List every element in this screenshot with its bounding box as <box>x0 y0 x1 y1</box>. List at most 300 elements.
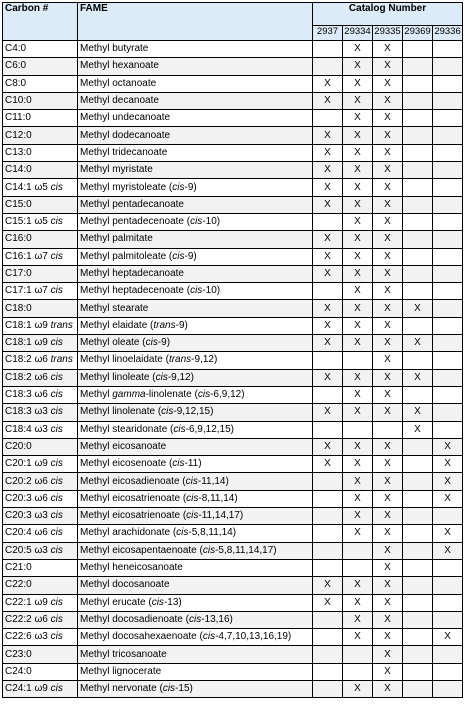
catalog-mark-cell <box>433 611 463 628</box>
text-segment: trans <box>168 354 192 366</box>
fame-name-cell <box>78 577 313 594</box>
catalog-mark-cell: X <box>313 92 343 109</box>
catalog-mark-cell: X <box>313 231 343 248</box>
text-segment: cis <box>50 250 63 262</box>
catalog-mark-cell <box>403 265 433 282</box>
carbon-number-cell <box>3 629 78 646</box>
text-segment: Methyl decanoate <box>80 95 159 107</box>
catalog-mark-cell <box>433 404 463 421</box>
catalog-mark-cell: X <box>373 646 403 663</box>
text-segment: cis <box>50 613 63 625</box>
text-segment: C16:0 <box>5 233 32 245</box>
fame-name-cell <box>78 352 313 369</box>
catalog-mark-cell <box>433 335 463 352</box>
fame-name-cell <box>78 283 313 300</box>
catalog-mark-cell: X <box>433 456 463 473</box>
fame-name-cell <box>78 162 313 179</box>
text-segment: C15:0 <box>5 198 32 210</box>
catalog-mark-cell <box>313 110 343 127</box>
catalog-mark-cell: X <box>343 456 373 473</box>
catalog-mark-cell: X <box>313 144 343 161</box>
text-segment: Methyl palmitoleate ( <box>80 250 173 262</box>
text-segment: C17:0 <box>5 268 32 279</box>
carbon-number-cell <box>3 386 78 403</box>
catalog-mark-cell <box>403 231 433 248</box>
text-segment: -9,12) <box>191 354 218 366</box>
carbon-number-cell <box>3 283 78 300</box>
catalog-mark-cell: X <box>373 438 403 455</box>
catalog-mark-cell: X <box>373 248 403 265</box>
carbon-number-cell <box>3 594 78 611</box>
catalog-mark-cell: X <box>343 300 373 317</box>
table-row <box>3 75 463 92</box>
text-segment: -11,14) <box>197 475 229 487</box>
catalog-mark-cell: X <box>373 75 403 92</box>
catalog-mark-cell: X <box>343 196 373 213</box>
catalog-mark-cell <box>433 663 463 680</box>
catalog-mark-cell: X <box>373 335 403 352</box>
text-segment: Methyl tridecanoate <box>80 146 168 158</box>
carbon-number-cell <box>3 352 78 369</box>
text-segment: cis <box>188 613 202 625</box>
catalog-mark-cell: X <box>343 611 373 628</box>
text-segment: C23:0 <box>5 648 32 660</box>
text-segment: cis <box>145 337 158 349</box>
catalog-mark-cell <box>403 525 433 542</box>
text-segment: -13) <box>163 596 182 608</box>
catalog-mark-cell: X <box>313 162 343 179</box>
text-segment: cis <box>190 285 203 297</box>
catalog-mark-cell: X <box>373 110 403 127</box>
catalog-mark-cell: X <box>343 577 373 594</box>
catalog-mark-cell: X <box>373 179 403 196</box>
text-segment: -9,12,15) <box>173 406 214 418</box>
fame-name-cell <box>78 680 313 697</box>
fame-name-cell <box>78 300 313 317</box>
fame-name-cell <box>78 663 313 680</box>
carbon-number-cell <box>3 369 78 386</box>
fame-name-cell <box>78 92 313 109</box>
table-row <box>3 162 463 179</box>
text-segment: Methyl <box>80 389 113 401</box>
fame-catalog-table <box>2 2 463 698</box>
catalog-mark-cell: X <box>373 369 403 386</box>
catalog-mark-cell <box>373 421 403 438</box>
text-segment: C11:0 <box>5 112 31 124</box>
catalog-mark-cell: X <box>313 438 343 455</box>
catalog-mark-cell: X <box>373 196 403 213</box>
catalog-mark-cell: X <box>373 542 403 559</box>
text-segment: Methyl eicosatrienoate ( <box>80 492 187 504</box>
carbon-number-cell <box>3 231 78 248</box>
catalog-mark-cell: X <box>343 248 373 265</box>
text-segment: C20:2 ω6 <box>5 475 51 487</box>
catalog-mark-cell: X <box>403 300 433 317</box>
text-segment: -15) <box>175 683 193 695</box>
catalog-mark-cell <box>433 508 463 525</box>
fame-name-cell <box>78 594 313 611</box>
text-segment: cis <box>161 406 174 418</box>
catalog-mark-cell <box>403 577 433 594</box>
catalog-mark-cell <box>433 144 463 161</box>
catalog-mark-cell: X <box>433 629 463 646</box>
catalog-mark-cell <box>433 196 463 213</box>
text-segment: Methyl eicosenoate ( <box>80 458 173 470</box>
table-row <box>3 646 463 663</box>
catalog-mark-cell: X <box>373 629 403 646</box>
text-segment: Methyl lignocerate <box>80 665 162 677</box>
fame-name-cell <box>78 386 313 403</box>
catalog-mark-cell <box>313 490 343 507</box>
text-segment: C21:0 <box>5 562 32 574</box>
carbon-number-cell <box>3 41 78 58</box>
text-segment: -6,9,12) <box>210 389 245 401</box>
catalog-mark-cell <box>313 629 343 646</box>
carbon-number-cell <box>3 248 78 265</box>
text-segment: cis <box>50 683 63 695</box>
catalog-mark-cell: X <box>343 594 373 611</box>
table-row <box>3 629 463 646</box>
text-segment: cis <box>155 371 168 383</box>
catalog-mark-cell <box>433 127 463 144</box>
catalog-mark-cell: X <box>313 456 343 473</box>
text-segment: cis <box>50 285 63 297</box>
text-segment: Methyl linolenate ( <box>80 406 162 418</box>
catalog-mark-cell <box>433 317 463 334</box>
fame-name-cell <box>78 231 313 248</box>
catalog-mark-cell <box>343 646 373 663</box>
fame-name-cell <box>78 490 313 507</box>
header-carbon-number: Carbon # <box>3 3 78 41</box>
text-segment: C22:6 ω3 <box>5 631 51 643</box>
text-segment: C20:1 ω9 <box>5 458 51 470</box>
text-segment: Methyl myristoleate ( <box>80 181 173 193</box>
text-segment: Methyl butyrate <box>80 43 149 55</box>
catalog-mark-cell: X <box>343 438 373 455</box>
catalog-mark-cell: X <box>313 248 343 265</box>
catalog-mark-cell <box>403 438 433 455</box>
catalog-mark-cell <box>433 248 463 265</box>
catalog-number-header: 29335 <box>373 26 403 41</box>
fame-name-cell <box>78 213 313 230</box>
catalog-mark-cell: X <box>373 127 403 144</box>
table-row <box>3 144 463 161</box>
catalog-mark-cell <box>433 300 463 317</box>
text-segment: C18:3 ω3 <box>5 406 51 418</box>
catalog-mark-cell <box>403 162 433 179</box>
text-segment: C14:0 <box>5 164 32 176</box>
carbon-number-cell <box>3 92 78 109</box>
text-segment: Methyl nervonate ( <box>80 683 163 695</box>
text-segment: Methyl heptadecanoate <box>80 268 184 279</box>
catalog-mark-cell: X <box>433 525 463 542</box>
table-row <box>3 404 463 421</box>
text-segment: C18:2 ω6 <box>5 354 51 366</box>
catalog-number-header: 2937 <box>313 26 343 41</box>
text-segment: cis <box>50 510 63 522</box>
catalog-mark-cell <box>433 559 463 576</box>
carbon-number-cell <box>3 317 78 334</box>
text-segment: Methyl erucate ( <box>80 596 152 608</box>
catalog-mark-cell: X <box>343 127 373 144</box>
table-row <box>3 663 463 680</box>
table-row <box>3 473 463 490</box>
catalog-mark-cell: X <box>373 456 403 473</box>
catalog-mark-cell: X <box>373 663 403 680</box>
catalog-mark-cell: X <box>403 335 433 352</box>
text-segment: C22:1 ω9 <box>5 596 51 608</box>
fame-name-cell <box>78 265 313 282</box>
catalog-number-header: 29336 <box>433 26 463 41</box>
catalog-mark-cell: X <box>373 594 403 611</box>
table-row <box>3 41 463 58</box>
fame-name-cell <box>78 646 313 663</box>
catalog-mark-cell: X <box>343 525 373 542</box>
text-segment: -9) <box>157 337 171 349</box>
carbon-number-cell <box>3 525 78 542</box>
catalog-mark-cell <box>403 75 433 92</box>
catalog-mark-cell: X <box>373 559 403 576</box>
catalog-mark-cell <box>403 508 433 525</box>
fame-name-cell <box>78 508 313 525</box>
catalog-mark-cell: X <box>373 283 403 300</box>
catalog-mark-cell: X <box>343 41 373 58</box>
catalog-mark-cell: X <box>343 317 373 334</box>
catalog-mark-cell: X <box>343 213 373 230</box>
catalog-mark-cell: X <box>313 577 343 594</box>
table-body <box>3 41 463 698</box>
carbon-number-cell <box>3 421 78 438</box>
table-row <box>3 300 463 317</box>
text-segment: C18:3 ω6 <box>5 389 51 401</box>
text-segment: cis <box>172 181 185 193</box>
catalog-mark-cell: X <box>373 300 403 317</box>
carbon-number-cell <box>3 404 78 421</box>
fame-name-cell <box>78 542 313 559</box>
carbon-number-cell <box>3 663 78 680</box>
header-fame: FAME <box>78 3 313 41</box>
text-segment: -linolenate ( <box>145 389 198 401</box>
text-segment: cis <box>50 216 63 228</box>
catalog-mark-cell: X <box>373 58 403 75</box>
catalog-mark-cell <box>433 577 463 594</box>
catalog-mark-cell <box>403 352 433 369</box>
carbon-number-cell <box>3 611 78 628</box>
catalog-mark-cell <box>433 594 463 611</box>
text-segment: Methyl oleate ( <box>80 337 146 349</box>
catalog-mark-cell <box>433 162 463 179</box>
header-catalog-number: Catalog Number <box>313 3 463 26</box>
table-row <box>3 456 463 473</box>
fame-name-cell <box>78 335 313 352</box>
catalog-mark-cell <box>403 594 433 611</box>
text-segment: -5,8,11,14,17) <box>215 544 277 556</box>
catalog-mark-cell: X <box>343 508 373 525</box>
catalog-mark-cell: X <box>313 196 343 213</box>
text-segment: cis <box>185 475 198 487</box>
catalog-mark-cell <box>313 213 343 230</box>
catalog-mark-cell <box>343 352 373 369</box>
text-segment: Methyl eicosatrienoate ( <box>80 510 187 522</box>
table-row <box>3 352 463 369</box>
text-segment: C4:0 <box>5 43 27 55</box>
text-segment: C13:0 <box>5 146 32 158</box>
table-row <box>3 594 463 611</box>
catalog-mark-cell: X <box>343 92 373 109</box>
carbon-number-cell <box>3 75 78 92</box>
table-row <box>3 559 463 576</box>
catalog-mark-cell <box>403 559 433 576</box>
fame-name-cell <box>78 196 313 213</box>
catalog-mark-cell: X <box>373 386 403 403</box>
text-segment: -9) <box>175 319 188 331</box>
text-segment: cis <box>202 544 216 556</box>
catalog-mark-cell <box>403 127 433 144</box>
catalog-mark-cell: X <box>433 473 463 490</box>
catalog-mark-cell: X <box>373 317 403 334</box>
catalog-mark-cell: X <box>403 421 433 438</box>
catalog-mark-cell <box>403 680 433 697</box>
catalog-mark-cell <box>433 92 463 109</box>
text-segment: cis <box>50 337 63 349</box>
text-segment: C20:3 ω6 <box>5 492 51 504</box>
catalog-mark-cell: X <box>313 317 343 334</box>
table-row <box>3 92 463 109</box>
text-segment: C12:0 <box>5 129 32 141</box>
carbon-number-cell <box>3 438 78 455</box>
text-segment: Methyl linoelaidate ( <box>80 354 169 366</box>
text-segment: cis <box>50 596 63 608</box>
text-segment: -13,16) <box>201 613 233 625</box>
fame-name-cell <box>78 317 313 334</box>
catalog-mark-cell <box>403 611 433 628</box>
text-segment: C14:1 ω5 <box>5 181 51 193</box>
catalog-number-header: 29369 <box>403 26 433 41</box>
catalog-mark-cell: X <box>343 369 373 386</box>
catalog-mark-cell: X <box>343 386 373 403</box>
text-segment: cis <box>50 492 63 504</box>
carbon-number-cell <box>3 300 78 317</box>
text-segment: Methyl tricosanoate <box>80 648 167 660</box>
catalog-mark-cell: X <box>433 542 463 559</box>
text-segment: C18:1 ω9 <box>5 337 51 349</box>
catalog-mark-cell: X <box>403 369 433 386</box>
catalog-mark-cell: X <box>343 162 373 179</box>
carbon-number-cell <box>3 110 78 127</box>
catalog-mark-cell: X <box>313 179 343 196</box>
text-segment: -9,12) <box>167 371 194 383</box>
text-segment: C22:0 <box>5 579 32 591</box>
text-segment: cis <box>151 596 164 608</box>
carbon-number-cell <box>3 162 78 179</box>
carbon-number-cell <box>3 680 78 697</box>
text-segment: Methyl pentadecenoate ( <box>80 216 191 228</box>
catalog-mark-cell: X <box>313 594 343 611</box>
catalog-mark-cell: X <box>343 75 373 92</box>
fame-name-cell <box>78 58 313 75</box>
catalog-mark-cell <box>433 58 463 75</box>
text-segment: Methyl heneicosanoate <box>80 562 183 574</box>
text-segment: -10) <box>202 216 221 228</box>
catalog-mark-cell <box>313 283 343 300</box>
text-segment: Methyl docosahexaenoate ( <box>80 631 203 643</box>
catalog-mark-cell: X <box>343 58 373 75</box>
text-segment: Methyl undecanoate <box>80 112 171 124</box>
text-segment: cis <box>172 458 185 470</box>
carbon-number-cell <box>3 196 78 213</box>
fame-name-cell <box>78 559 313 576</box>
text-segment: Methyl hexanoate <box>80 60 159 72</box>
catalog-mark-cell <box>433 646 463 663</box>
text-segment: cis <box>190 216 203 228</box>
catalog-mark-cell <box>433 41 463 58</box>
table-row <box>3 386 463 403</box>
text-segment: Methyl octanoate <box>80 77 157 89</box>
text-segment: cis <box>50 527 63 539</box>
catalog-mark-cell <box>433 369 463 386</box>
text-segment: cis <box>186 492 199 504</box>
fame-name-cell <box>78 41 313 58</box>
carbon-number-cell <box>3 542 78 559</box>
text-segment: cis <box>186 510 199 522</box>
fame-name-cell <box>78 179 313 196</box>
carbon-number-cell <box>3 127 78 144</box>
catalog-mark-cell <box>313 352 343 369</box>
catalog-mark-cell: X <box>343 404 373 421</box>
text-segment: cis <box>176 527 189 539</box>
text-segment: Methyl palmitate <box>80 233 153 245</box>
table-row <box>3 127 463 144</box>
text-segment: cis <box>50 475 63 487</box>
catalog-mark-cell <box>343 421 373 438</box>
catalog-mark-cell <box>433 680 463 697</box>
text-segment: trans <box>50 319 73 331</box>
catalog-mark-cell <box>313 525 343 542</box>
text-segment: -6,9,12,15) <box>185 423 234 435</box>
text-segment: cis <box>197 389 211 401</box>
catalog-mark-cell: X <box>313 265 343 282</box>
catalog-mark-cell: X <box>373 680 403 697</box>
text-segment: cis <box>50 406 63 418</box>
text-segment: C6:0 <box>5 60 27 72</box>
text-segment: trans <box>153 319 176 331</box>
table-row <box>3 508 463 525</box>
text-segment: Methyl linoleate ( <box>80 371 156 383</box>
text-segment: Methyl stearate <box>80 302 149 314</box>
text-segment: C20:4 ω6 <box>5 527 51 539</box>
table-row <box>3 335 463 352</box>
fame-name-cell <box>78 611 313 628</box>
fame-name-cell <box>78 248 313 265</box>
table-row <box>3 231 463 248</box>
text-segment: cis <box>50 371 63 383</box>
carbon-number-cell <box>3 335 78 352</box>
catalog-mark-cell <box>433 110 463 127</box>
text-segment: -8,11,14) <box>198 492 238 504</box>
catalog-mark-cell <box>313 58 343 75</box>
catalog-mark-cell <box>313 663 343 680</box>
text-segment: cis <box>172 250 185 262</box>
catalog-mark-cell <box>433 231 463 248</box>
catalog-mark-cell <box>403 248 433 265</box>
catalog-mark-cell <box>403 542 433 559</box>
catalog-mark-cell <box>433 421 463 438</box>
carbon-number-cell <box>3 646 78 663</box>
table-row <box>3 283 463 300</box>
catalog-mark-cell <box>343 559 373 576</box>
text-segment: -4,7,10,13,16,19) <box>215 631 292 643</box>
text-segment: Methyl stearidonate ( <box>80 423 174 435</box>
